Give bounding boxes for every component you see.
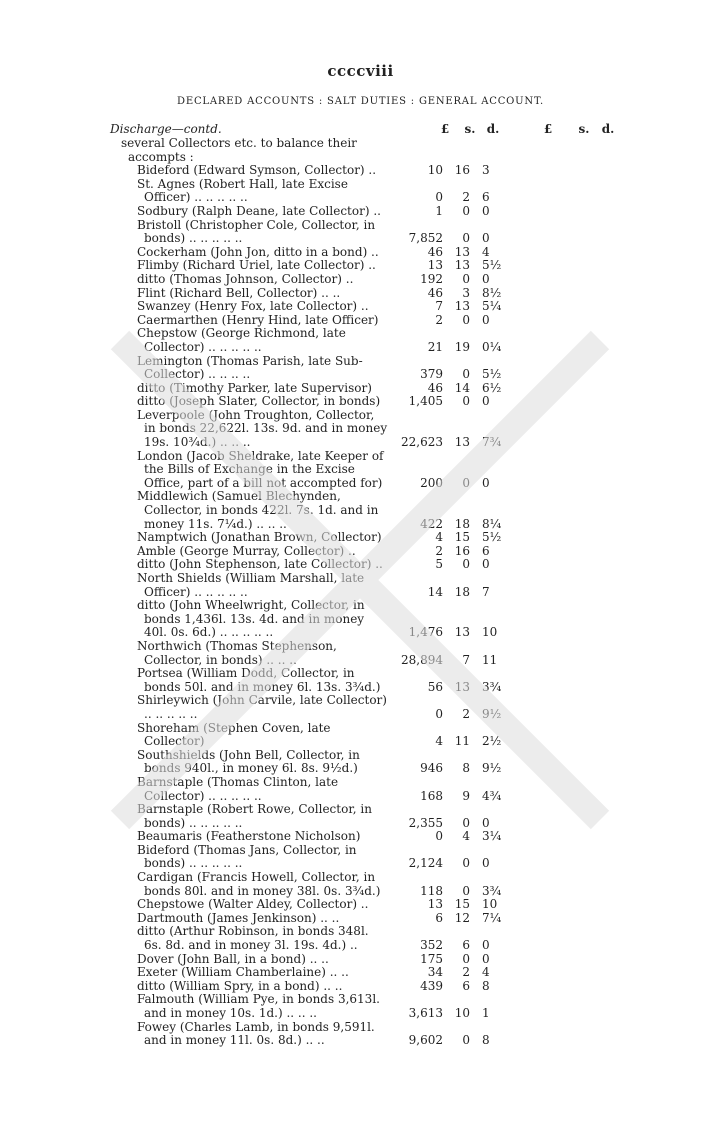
entry-shillings: 2: [462, 190, 470, 205]
entry-pence: 10: [482, 897, 498, 912]
entry-description: Leverpoole (John Troughton, Collector, in bonds 22,622l. 13s. 9d. and in money 19s. 10¾d.) .. .. ..: [137, 407, 388, 450]
entry-pounds: 7,852: [408, 231, 443, 246]
table-row: [0, 409, 721, 450]
entry-shillings: 16: [454, 163, 470, 178]
table-row: [0, 980, 721, 994]
entry-pounds: 46: [427, 285, 443, 300]
entry-description: Dartmouth (James Jenkinson) .. ..: [137, 910, 340, 925]
table-row: [0, 966, 721, 980]
entry-shillings: 3: [462, 285, 470, 300]
entry-shillings: 0: [462, 951, 470, 966]
entry-pounds: 9,602: [408, 1033, 443, 1048]
table-row: [0, 898, 721, 912]
entry-description: Caermarthen (Henry Hind, late Officer): [137, 312, 379, 327]
entry-description: Flimby (Richard Uriel, late Collector) ..: [137, 258, 376, 273]
entry-pence: 5½: [482, 530, 502, 545]
entry-description: ditto (John Wheelwright, Collector, in bonds 1,436l. 13s. 4d. and in money 40l. 0s. 6d.) .. .. .. .. ..: [137, 598, 365, 640]
entry-description: London (Jacob Sheldrake, late Keeper of the Bills of Exchange in the Excise Office, part of a bill not accompted for): [137, 448, 384, 490]
table-row: [0, 640, 721, 667]
entry-pounds: 2: [435, 543, 443, 558]
entry-description: Shoreham (Stephen Coven, late Collector): [137, 720, 331, 749]
col-pound: £: [440, 122, 450, 136]
entry-pence: 0: [482, 938, 490, 953]
entry-description: Falmouth (William Pye, in bonds 3,613l. and in money 10s. 1d.) .. .. ..: [137, 992, 380, 1020]
entry-shillings: 13: [454, 299, 470, 314]
entry-description: ditto (Arthur Robinson, in bonds 348l. 6s. 8d. and in money 3l. 19s. 4d.) ..: [137, 924, 369, 953]
table-row: [0, 722, 721, 749]
entry-shillings: 7: [462, 652, 470, 667]
entry-pence: 9½: [482, 761, 502, 776]
entry-shillings: 0: [462, 883, 470, 898]
entry-pounds: 1,476: [408, 625, 443, 640]
entry-description: Barnstaple (Robert Rowe, Collector, in bonds) .. .. .. .. ..: [137, 802, 372, 830]
table-row: [0, 749, 721, 776]
table-row: [0, 314, 721, 328]
table-row: [0, 830, 721, 844]
table-row: [0, 694, 721, 721]
section-label: Discharge—contd.: [110, 122, 222, 136]
entry-pounds: 2,355: [408, 815, 443, 830]
entry-shillings: 0: [462, 856, 470, 871]
col-shilling: s.: [464, 122, 476, 136]
table-row: [0, 219, 721, 246]
entry-pence: 0: [482, 951, 490, 966]
entry-description: Beaumaris (Featherstone Nicholson): [137, 829, 361, 844]
entry-pounds: 118: [420, 883, 443, 898]
entry-pence: 0: [482, 312, 490, 327]
entry-shillings: 0: [462, 367, 470, 382]
entry-pence: 5½: [482, 367, 502, 382]
entry-pounds: 192: [420, 271, 443, 286]
entry-shillings: 0: [462, 231, 470, 246]
entry-shillings: 14: [454, 380, 470, 395]
entry-shillings: 15: [454, 897, 470, 912]
entry-pounds: 4: [435, 734, 443, 749]
account-body: [0, 137, 721, 1048]
table-row: [0, 558, 721, 572]
entry-pounds: 6: [435, 910, 443, 925]
table-row: [0, 993, 721, 1020]
table-row: [0, 667, 721, 694]
entry-pence: 0: [482, 394, 490, 409]
entry-pence: 3¼: [482, 829, 502, 844]
entry-shillings: 0: [462, 815, 470, 830]
entry-pounds: 352: [420, 938, 443, 953]
table-row: [0, 844, 721, 871]
entry-pounds: 7: [435, 299, 443, 314]
entry-description: Cockerham (John Jon, ditto in a bond) ..: [137, 244, 379, 259]
entry-description: Southshields (John Bell, Collector, in bonds 940l., in money 6l. 8s. 9½d.): [137, 747, 360, 776]
table-row: [0, 259, 721, 273]
table-row: [0, 164, 721, 178]
col-pound-2: £: [543, 122, 553, 136]
entry-pence: 0: [482, 271, 490, 286]
entry-shillings: 13: [454, 435, 470, 450]
entry-pounds: 0: [435, 829, 443, 844]
entry-description: Bristoll (Christopher Cole, Collector, in bonds) .. .. .. .. ..: [137, 217, 376, 246]
table-row: [0, 246, 721, 260]
entry-pence: 5¼: [482, 299, 502, 314]
table-row: [0, 382, 721, 396]
entry-pence: 6: [482, 190, 490, 205]
entry-description: Bideford (Edward Symson, Collector) ..: [137, 163, 377, 178]
entry-shillings: 13: [454, 679, 470, 694]
entry-description: Portsea (William Dodd, Collector, in bonds 50l. and in money 6l. 13s. 3¾d.): [137, 666, 381, 694]
entry-pounds: 946: [420, 761, 443, 776]
entry-shillings: 0: [462, 394, 470, 409]
entry-description: North Shields (William Marshall, late Officer) .. .. .. .. ..: [137, 571, 365, 599]
entry-pounds: 5: [435, 557, 443, 572]
entry-pounds: 379: [420, 367, 443, 382]
entry-pence: 5½: [482, 258, 502, 273]
entry-pence: 11: [482, 652, 498, 667]
table-row: [0, 545, 721, 559]
entry-pence: 8: [482, 1033, 490, 1048]
entry-description: Shirleywich (John Carvile, late Collector) .. .. .. .. ..: [137, 693, 387, 721]
entry-pounds: 2,124: [408, 856, 443, 871]
entry-pence: 0¼: [482, 339, 502, 354]
entry-shillings: 0: [462, 203, 470, 218]
entry-pence: 7: [482, 584, 490, 599]
entry-pence: 3¾: [482, 883, 502, 898]
table-row: [0, 287, 721, 301]
entry-description: St. Agnes (Robert Hall, late Excise Officer) .. .. .. .. ..: [137, 176, 348, 205]
entry-shillings: 0: [462, 271, 470, 286]
entry-shillings: 2: [462, 706, 470, 721]
entry-pence: 0: [482, 475, 490, 490]
table-row: [0, 205, 721, 219]
entry-pence: 3: [482, 163, 490, 178]
entry-pence: 7¼: [482, 910, 502, 925]
entry-shillings: 13: [454, 244, 470, 259]
entry-description: Cardigan (Francis Howell, Collector, in bonds 80l. and in money 38l. 0s. 3¾d.): [137, 870, 381, 898]
entry-pounds: 4: [435, 530, 443, 545]
entry-pounds: 21: [427, 339, 443, 354]
entry-pence: 6½: [482, 380, 502, 395]
table-row: [0, 912, 721, 926]
entry-pounds: 46: [427, 244, 443, 259]
entry-list: [0, 164, 721, 1048]
entry-pounds: 422: [420, 516, 443, 531]
entry-pounds: 28,894: [401, 652, 443, 667]
entry-pounds: 22,623: [401, 435, 443, 450]
entry-shillings: 18: [454, 584, 470, 599]
entry-shillings: 19: [454, 339, 470, 354]
entry-description: Sodbury (Ralph Deane, late Collector) ..: [137, 203, 381, 218]
col-pence-2: d.: [601, 122, 615, 136]
entry-pounds: 10: [427, 163, 443, 178]
entry-description: Flint (Richard Bell, Collector) .. ..: [137, 285, 341, 300]
entry-description: Amble (George Murray, Collector) ..: [137, 543, 356, 558]
entry-description: Northwich (Thomas Stephenson, Collector, in bonds) .. .. ..: [137, 638, 337, 667]
col-shilling-2: s.: [578, 122, 590, 136]
entry-pence: 0: [482, 815, 490, 830]
entry-pence: 4: [482, 244, 490, 259]
entry-pence: 8¼: [482, 516, 502, 531]
entry-description: Fowey (Charles Lamb, in bonds 9,591l. and in money 11l. 0s. 8d.) .. ..: [137, 1019, 375, 1048]
entry-pounds: 46: [427, 380, 443, 395]
entry-pence: 4: [482, 965, 490, 980]
entry-pence: 6: [482, 543, 490, 558]
entry-pounds: 1: [435, 203, 443, 218]
entry-description: Swanzey (Henry Fox, late Collector) ..: [137, 299, 369, 314]
entry-shillings: 10: [454, 1006, 470, 1020]
entry-shillings: 9: [462, 788, 470, 803]
entry-description: ditto (Thomas Johnson, Collector) ..: [137, 271, 354, 286]
entry-shillings: 6: [462, 978, 470, 993]
entry-shillings: 12: [454, 910, 470, 925]
entry-shillings: 0: [462, 557, 470, 572]
entry-pence: 9½: [482, 706, 502, 721]
entry-pounds: 3,613: [408, 1006, 443, 1020]
entry-description: ditto (William Spry, in a bond) .. ..: [137, 978, 343, 993]
entry-shillings: 16: [454, 543, 470, 558]
entry-pence: 3¾: [482, 679, 502, 694]
entry-pounds: 0: [435, 190, 443, 205]
entry-pounds: 439: [420, 978, 443, 993]
entry-pounds: 168: [420, 788, 443, 803]
table-row: [0, 300, 721, 314]
table-row: [0, 572, 721, 599]
entry-pence: 0: [482, 557, 490, 572]
entry-pence: 8: [482, 978, 490, 993]
entry-description: Bideford (Thomas Jans, Collector, in bonds) .. .. .. .. ..: [137, 842, 357, 871]
table-row: [0, 803, 721, 830]
entry-shillings: 4: [462, 829, 470, 844]
entry-description: Barnstaple (Thomas Clinton, late Collector) .. .. .. .. ..: [137, 774, 339, 803]
entry-pence: 0: [482, 203, 490, 218]
entry-pence: 0: [482, 856, 490, 871]
table-row: [0, 925, 721, 952]
table-row: [0, 355, 721, 382]
entry-shillings: 2: [462, 965, 470, 980]
entry-pence: 10: [482, 625, 498, 640]
entry-description: ditto (Joseph Slater, Collector, in bonds): [137, 394, 381, 409]
table-row: [0, 1021, 721, 1048]
entry-description: Middlewich (Samuel Blechynden, Collector, in bonds 422l. 7s. 1d. and in money 11s. 7¼d.) .. .. ..: [137, 489, 379, 531]
table-row: [0, 395, 721, 409]
entry-description: Dover (John Ball, in a bond) .. ..: [137, 951, 329, 966]
intro-text: several Collectors etc. to balance their accompts :: [121, 136, 357, 164]
entry-description: Lemington (Thomas Parish, late Sub-Collector) .. .. .. ..: [137, 353, 363, 382]
entry-pounds: 1,405: [408, 394, 443, 409]
intro-row: [0, 137, 721, 164]
entry-pence: 1: [482, 1006, 490, 1020]
entry-shillings: 0: [462, 1033, 470, 1048]
table-row: [0, 490, 721, 531]
page-number: ccccviii: [327, 62, 394, 80]
table-row: [0, 273, 721, 287]
table-row: [0, 776, 721, 803]
running-head: DECLARED ACCOUNTS : SALT DUTIES : GENERAL ACCOUNT.: [177, 96, 544, 107]
table-row: [0, 327, 721, 354]
entry-shillings: 6: [462, 938, 470, 953]
table-row: [0, 871, 721, 898]
entry-shillings: 13: [454, 625, 470, 640]
entry-description: ditto (John Stephenson, late Collector) ..: [137, 557, 383, 572]
entry-pounds: 14: [427, 584, 443, 599]
table-row: [0, 178, 721, 205]
entry-pence: 7¾: [482, 435, 502, 450]
entry-shillings: 11: [454, 734, 470, 749]
entry-pounds: 34: [427, 965, 443, 980]
entry-pence: 8½: [482, 285, 502, 300]
entry-description: Chepstowe (Walter Aldey, Collector) ..: [137, 897, 369, 912]
table-row: [0, 953, 721, 967]
table-row: [0, 531, 721, 545]
col-pence: d.: [486, 122, 500, 136]
entry-shillings: 0: [462, 475, 470, 490]
entry-shillings: 0: [462, 312, 470, 327]
entry-pence: 4¾: [482, 788, 502, 803]
entry-pence: 0: [482, 231, 490, 246]
entry-pence: 2½: [482, 734, 502, 749]
entry-description: Namptwich (Jonathan Brown, Collector): [137, 530, 382, 545]
entry-pounds: 2: [435, 312, 443, 327]
entry-description: Exeter (William Chamberlaine) .. ..: [137, 965, 349, 980]
entry-shillings: 13: [454, 258, 470, 273]
table-row: [0, 599, 721, 640]
entry-shillings: 18: [454, 516, 470, 531]
entry-shillings: 8: [462, 761, 470, 776]
entry-pounds: 0: [435, 706, 443, 721]
entry-pounds: 200: [420, 475, 443, 490]
entry-pounds: 175: [420, 951, 443, 966]
entry-description: Chepstow (George Richmond, late Collector) .. .. .. .. ..: [137, 326, 346, 354]
entry-pounds: 13: [427, 897, 443, 912]
entry-description: ditto (Timothy Parker, late Supervisor): [137, 380, 372, 395]
entry-pounds: 56: [427, 679, 443, 694]
entry-pounds: 13: [427, 258, 443, 273]
entry-shillings: 15: [454, 530, 470, 545]
table-row: [0, 450, 721, 491]
